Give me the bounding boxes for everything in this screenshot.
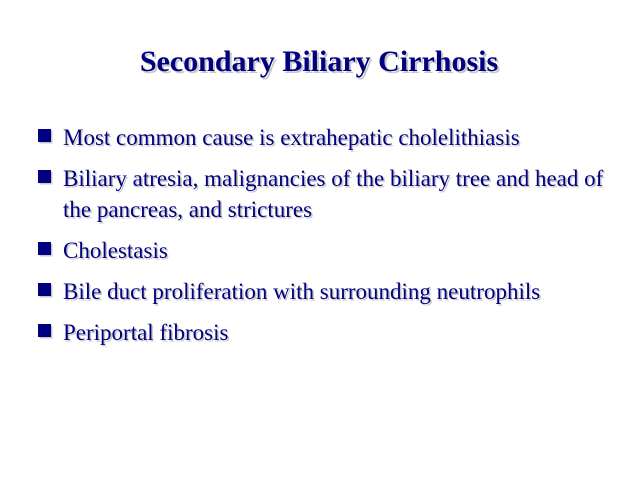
bullet-item [36, 235, 616, 266]
square-bullet-icon [38, 324, 51, 337]
bullet-item [36, 317, 616, 348]
square-bullet-icon [38, 129, 51, 142]
slide-title: Secondary Biliary Cirrhosis [139, 45, 499, 78]
square-bullet-icon [38, 283, 51, 296]
bullet-item [36, 276, 616, 307]
bullet-text: Periportal fibrosis [63, 320, 229, 345]
bullet-item [36, 122, 616, 153]
bullet-item [36, 163, 616, 225]
square-bullet-icon [38, 242, 51, 255]
bullet-list [36, 122, 616, 358]
bullet-text: Bile duct proliferation with surrounding neutrophils [63, 279, 541, 304]
square-bullet-icon [38, 170, 51, 183]
bullet-text: Biliary atresia, malignancies of the biliary tree and head of the pancreas, and strictures [63, 166, 604, 222]
bullet-text: Cholestasis [63, 238, 168, 263]
bullet-text: Most common cause is extrahepatic cholelithiasis [63, 125, 520, 150]
